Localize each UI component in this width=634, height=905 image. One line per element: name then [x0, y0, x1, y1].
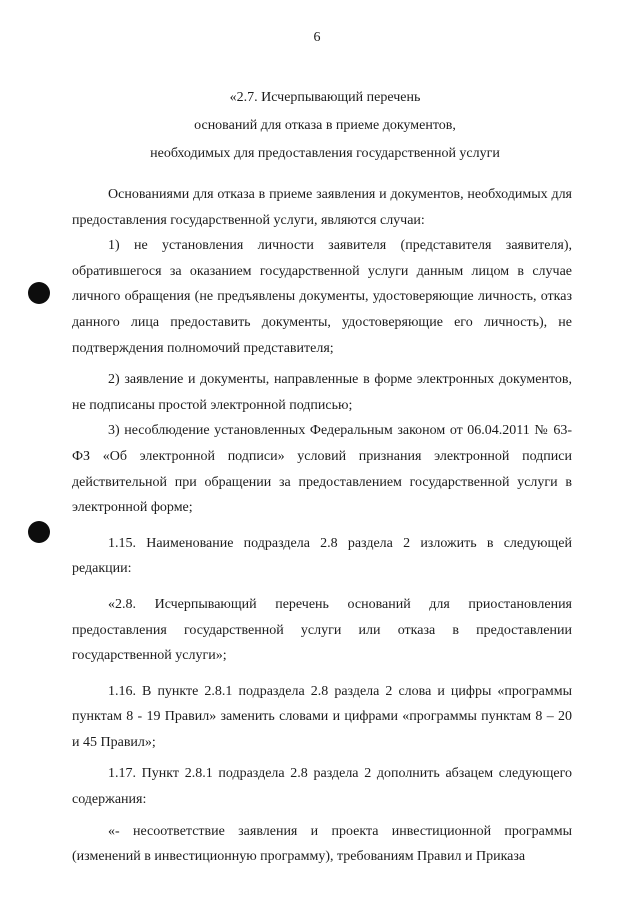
paragraph-2-8-title: «2.8. Исчерпывающий перечень оснований для приостановления предоставления государственной услуги или отказа в предоставлении государственной услуги»; [72, 596, 572, 664]
paragraph-new-clause: «- несоответствие заявления и проекта инвестиционной программы (изменений в инвестиционную программу), требованиям Правил и Приказа [72, 823, 572, 865]
paragraph-grounds-intro: Основаниями для отказа в приеме заявления и документов, необходимых для предоставления государственной услуги, являются случаи: [72, 187, 572, 228]
paragraph-1-17: 1.17. Пункт 2.8.1 подраздела 2.8 раздела 2 дополнить абзацем следующего содержания: [72, 766, 572, 808]
punch-hole-mark [28, 521, 50, 543]
paragraph-item-3: 3) несоблюдение установленных Федеральным законом от 06.04.2011 № 63-ФЗ «Об электронной подписи» условий признания электронной подписи действительной при обращении за предоставлением государственной услуги в электронной форме; [72, 423, 572, 516]
section-heading [70, 84, 580, 168]
heading-line-1: «2.7. Исчерпывающий перечень [229, 90, 421, 105]
heading-line-3: необходимых для предоставления государственной услуги [150, 146, 500, 161]
page-number: 6 [313, 30, 321, 45]
paragraph-1-16: 1.16. В пункте 2.8.1 подраздела 2.8 раздела 2 слова и цифры «программы пунктам 8 - 19 Правил» заменить словами и цифрами «программы пунктам 8 – 20 и 45 Правил»; [72, 683, 572, 750]
paragraph-item-2: 2) заявление и документы, направленные в форме электронных документов, не подписаны простой электронной подписью; [72, 372, 572, 413]
document-body [72, 182, 572, 870]
heading-line-2: оснований для отказа в приеме документов, [194, 118, 456, 133]
paragraph-1-15: 1.15. Наименование подраздела 2.8 раздела 2 изложить в следующей редакции: [72, 535, 572, 577]
paragraph-item-1: 1) не установления личности заявителя (представителя заявителя), обратившегося за оказанием государственной услуги данным лицом в случае личного обращения (не предъявлены документы, удостоверяющие личность, отказ данного лица предоставить документы, удостоверяющие его личность), не подтверждения полномочий представителя; [72, 238, 572, 356]
punch-hole-mark [28, 282, 50, 304]
